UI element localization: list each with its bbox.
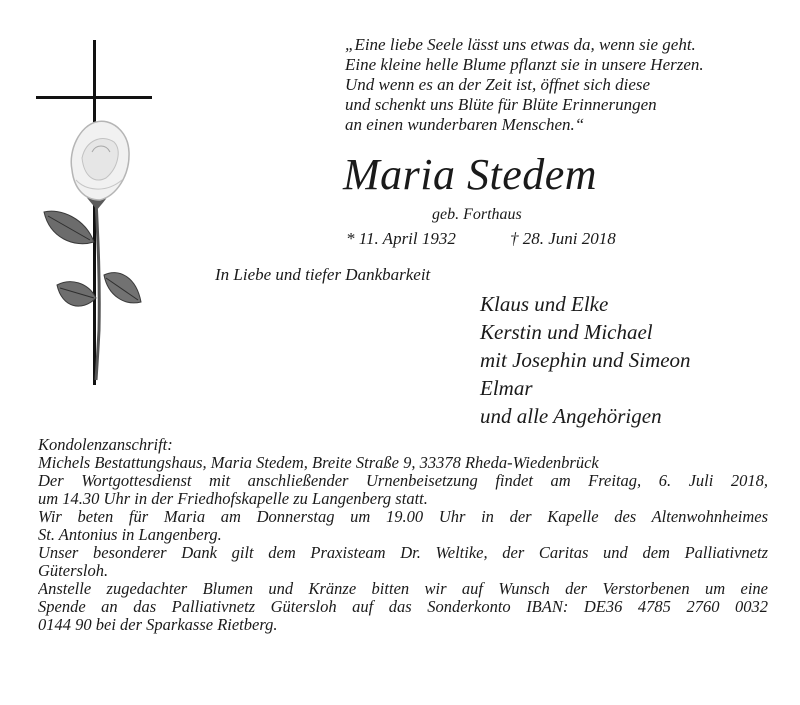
donation-line: Anstelle zugedachter Blumen und Kränze bitten wir auf Wunsch der Verstorbenen um eine <box>38 580 768 598</box>
deceased-name: Maria Stedem <box>343 150 598 199</box>
thanks-line: In Liebe und tiefer Dankbarkeit <box>215 265 431 284</box>
mourners-list <box>480 290 691 430</box>
prayer-info-line: St. Antonius in Langenberg. <box>38 525 222 544</box>
service-information <box>38 436 768 634</box>
poem-line: und schenkt uns Blüte für Blüte Erinnerungen <box>345 95 657 114</box>
mourner: Elmar <box>480 376 533 400</box>
gratitude-line: Gütersloh. <box>38 561 109 580</box>
death-date: † 28. Juni 2018 <box>510 229 616 248</box>
poem-line: Eine kleine helle Blume pflanzt sie in unsere Herzen. <box>345 55 704 74</box>
cross-rose-illustration <box>30 30 170 410</box>
donation-line: 0144 90 bei der Sparkasse Rietberg. <box>38 615 278 634</box>
mourner: Kerstin und Michael <box>480 320 653 344</box>
mourner: und alle Angehörigen <box>480 404 662 428</box>
condolence-address-label: Kondolenzanschrift: <box>38 435 173 454</box>
mourner: Klaus und Elke <box>480 292 609 316</box>
service-info-line: um 14.30 Uhr in der Friedhofskapelle zu Langenberg statt. <box>38 489 428 508</box>
donation-line: Spende an das Palliativnetz Gütersloh auf das Sonderkonto IBAN: DE36 4785 2760 0032 <box>38 598 768 616</box>
poem-line: „Eine liebe Seele lässt uns etwas da, wenn sie geht. <box>345 35 696 54</box>
poem-line: an einen wunderbaren Menschen.“ <box>345 115 585 134</box>
service-info-line: Der Wortgottesdienst mit anschließender Urnenbeisetzung findet am Freitag, 6. Juli 2018, <box>38 472 768 490</box>
maiden-name: geb. Forthaus <box>432 206 522 223</box>
prayer-info-line: Wir beten für Maria am Donnerstag um 19.00 Uhr in der Kapelle des Altenwohnheimes <box>38 508 768 526</box>
gratitude-line: Unser besonderer Dank gilt dem Praxisteam Dr. Weltike, der Caritas und dem Palliativnetz <box>38 544 768 562</box>
poem-line: Und wenn es an der Zeit ist, öffnet sich diese <box>345 75 651 94</box>
condolence-address: Michels Bestattungshaus, Maria Stedem, Breite Straße 9, 33378 Rheda-Wiedenbrück <box>38 453 599 472</box>
birth-date: * 11. April 1932 <box>346 229 456 248</box>
mourner: mit Josephin und Simeon <box>480 348 691 372</box>
poem <box>345 35 704 135</box>
rose-icon <box>44 121 141 380</box>
